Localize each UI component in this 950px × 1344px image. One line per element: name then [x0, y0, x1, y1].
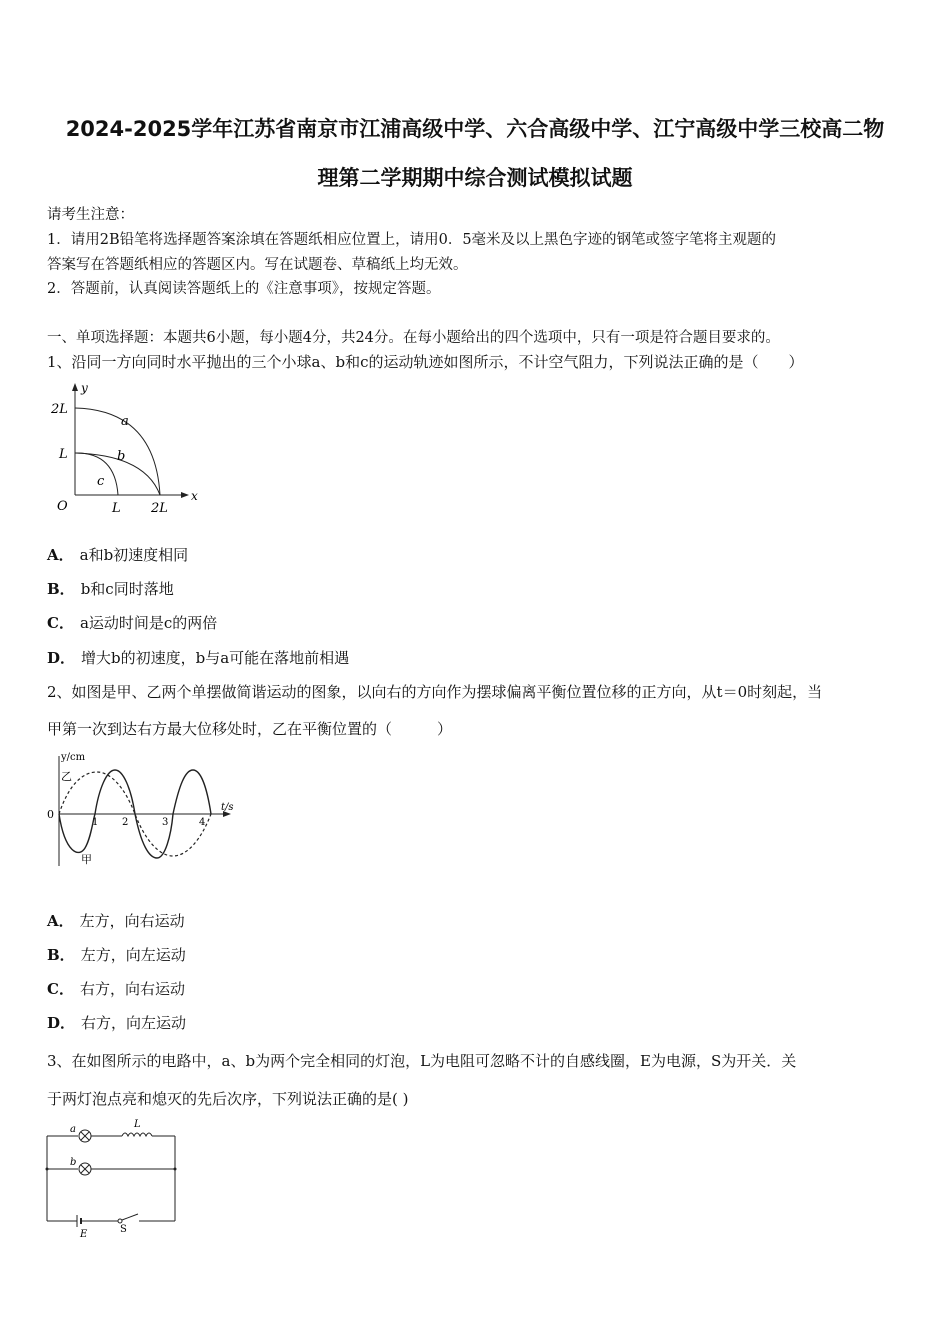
q2-tick-2: 2	[122, 817, 129, 828]
notice-item-1b: 答案写在答题纸相应的答题区内。写在试题卷、草稿纸上均无效。	[47, 257, 468, 273]
q1-y-tick-L: L	[59, 447, 68, 462]
q1-y-tick-2L: 2L	[51, 402, 68, 417]
q1-curve-a-label: a	[121, 414, 129, 429]
q3-label-S: S	[120, 1224, 127, 1235]
q1-stem: 1、沿同一方向同时水平抛出的三个小球a、b和c的运动轨迹如图所示，不计空气阻力，下列说法正确的是（ ）	[47, 353, 804, 371]
notice-heading: 请考生注意：	[47, 207, 134, 223]
q2-tick-1: 1	[92, 817, 99, 828]
q2-stem-line1: 2、如图是甲、乙两个单摆做简谐运动的图象，以向右的方向作为摆球偏离平衡位置位移的正方向，从t＝0时刻起，当	[47, 683, 823, 701]
q3-stem-line2: 于两灯泡点亮和熄灭的先后次序，下列说法正确的是( )	[47, 1090, 409, 1108]
q1-option-c-text: a运动时间是c的两倍	[79, 614, 218, 632]
exam-title-line2: 理第二学期期中综合测试模拟试题	[317, 166, 633, 190]
q3-label-b: b	[70, 1157, 77, 1168]
q3-stem-line1: 3、在如图所示的电路中，a、b为两个完全相同的灯泡，L为电阻可忽略不计的自感线圈，E为电源，S为开关．关	[47, 1052, 797, 1070]
q1-x-arrow-icon	[181, 492, 189, 498]
q1-option-a-key: A．	[47, 546, 74, 564]
q2-tick-3: 3	[162, 817, 169, 828]
q1-origin-label: O	[57, 499, 68, 514]
q2-t-label: t/s	[221, 802, 234, 813]
q1-curve-b-label: b	[117, 449, 126, 464]
q1-y-label: y	[81, 381, 88, 395]
q2-option-b[interactable]	[47, 944, 186, 965]
q1-curve-c-label: c	[97, 474, 105, 489]
q1-option-b-text: b和c同时落地	[80, 580, 174, 598]
q3-label-E: E	[80, 1229, 88, 1240]
q1-option-d[interactable]	[47, 647, 349, 668]
section-heading: 一、单项选择题：本题共6小题，每小题4分，共24分。在每小题给出的四个选项中，只有一项是符合题目要求的。	[47, 330, 780, 346]
q2-option-a[interactable]	[47, 910, 185, 931]
notice-item-1a: 1．请用2B铅笔将选择题答案涂填在答题纸相应位置上，请用0．5毫米及以上黑色字迹的钢笔或签字笔将主观题的	[47, 232, 777, 248]
q2-option-d-key: D．	[47, 1014, 76, 1032]
q1-x-tick-L: L	[112, 501, 121, 516]
q2-option-a-key: A．	[47, 912, 74, 930]
q2-option-c[interactable]	[47, 978, 185, 999]
q2-tick-4: 4	[199, 817, 206, 828]
q2-origin-label: 0	[47, 808, 54, 821]
q1-option-d-key: D．	[47, 649, 76, 667]
q3-lamp-a-icon	[79, 1130, 91, 1142]
q1-option-c-key: C．	[47, 614, 74, 632]
q1-option-a[interactable]	[47, 544, 188, 565]
q3-label-L: L	[134, 1119, 141, 1130]
q2-y-label: y/cm	[61, 752, 86, 763]
q1-y-arrow-icon	[72, 383, 78, 391]
q2-option-d[interactable]	[47, 1012, 186, 1033]
q1-option-b-key: B．	[47, 580, 75, 598]
q2-label-yi: 乙	[61, 770, 72, 783]
q2-label-jia: 甲	[81, 853, 92, 866]
q1-option-b[interactable]	[47, 578, 174, 599]
q2-oscillation-figure	[45, 748, 240, 870]
notice-item-2: 2．答题前，认真阅读答题纸上的《注意事项》，按规定答题。	[47, 281, 441, 297]
q1-x-tick-2L: 2L	[151, 501, 168, 516]
q2-option-c-key: C．	[47, 980, 74, 998]
q2-option-b-key: B．	[47, 946, 75, 964]
q2-stem-line2: 甲第一次到达右方最大位移处时，乙在平衡位置的（ ）	[47, 720, 453, 738]
exam-title-line1: 2024-2025学年江苏省南京市江浦高级中学、六合高级中学、江宁高级中学三校高二物	[65, 117, 885, 141]
q2-option-a-text: 左方，向右运动	[79, 912, 185, 930]
q1-x-label: x	[191, 489, 198, 503]
q3-battery-icon	[77, 1215, 81, 1227]
q2-option-c-text: 右方，向右运动	[79, 980, 185, 998]
q1-option-d-text: 增大b的初速度，b与a可能在落地前相遇	[81, 649, 350, 667]
q3-switch-icon	[118, 1214, 138, 1223]
q3-label-a: a	[70, 1124, 76, 1135]
q3-coil-icon	[122, 1133, 152, 1136]
q2-option-d-text: 右方，向左运动	[81, 1014, 187, 1032]
q3-lamp-b-icon	[79, 1163, 91, 1175]
q3-circuit-figure	[40, 1118, 185, 1240]
q1-option-a-text: a和b初速度相同	[79, 546, 189, 564]
q2-option-b-text: 左方，向左运动	[80, 946, 186, 964]
q1-trajectory-figure	[45, 380, 205, 520]
q1-option-c[interactable]	[47, 612, 217, 633]
